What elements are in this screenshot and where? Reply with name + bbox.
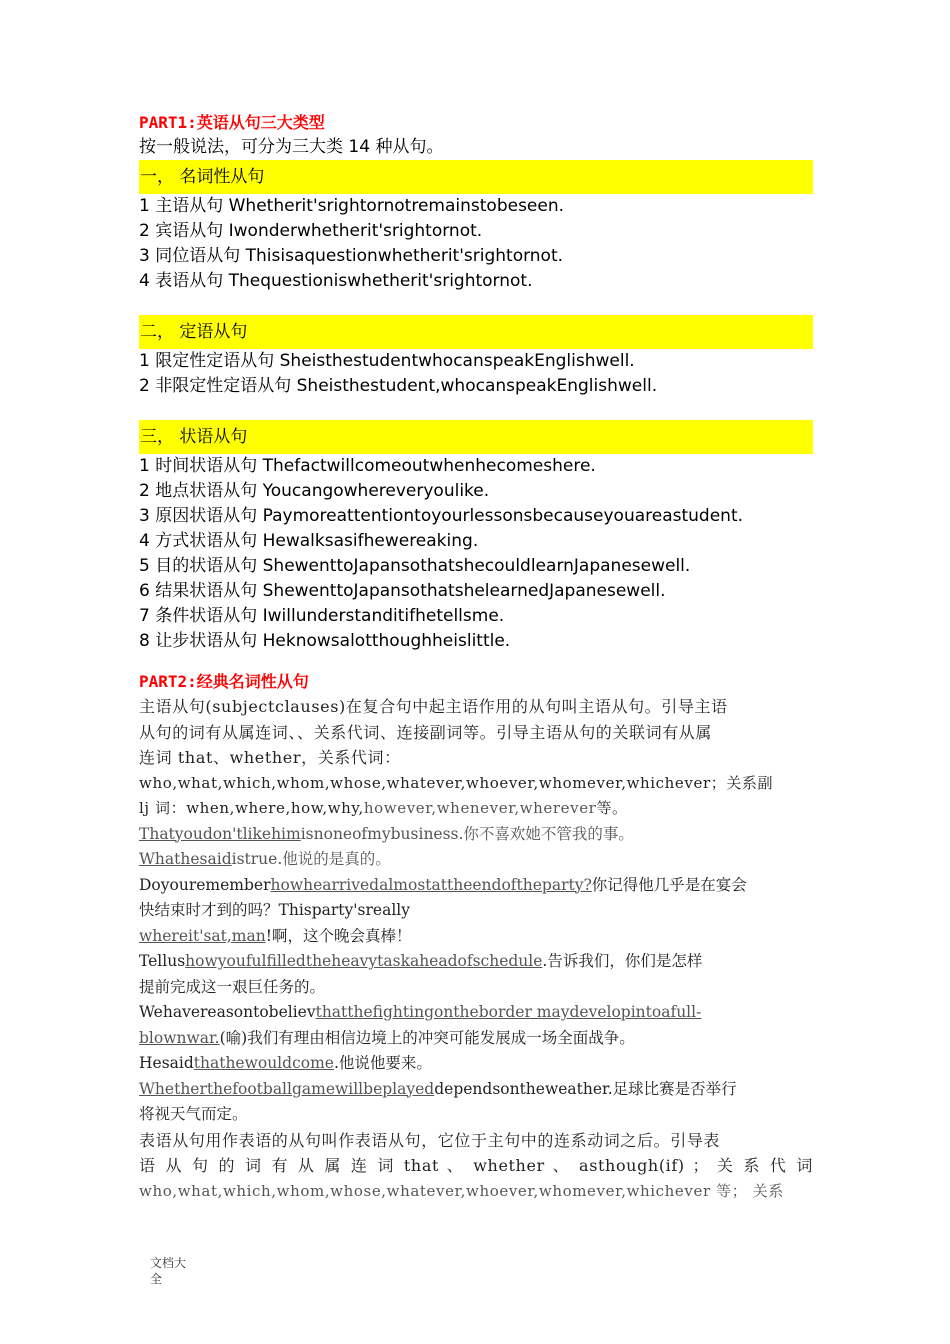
list-item: 2 地点状语从句 Youcangowhereveryoulike. [139, 481, 490, 501]
example-sentence [139, 847, 813, 873]
underlined-clause: Whathesaid [139, 850, 232, 868]
paragraph-line: 从句的词有从属连词、、关系代词、连接副词等。引导主语从句的关联词有从属 [139, 722, 713, 742]
underlined-clause: whereit'sat,man [139, 926, 266, 945]
noun-clause-heading: 一， 名词性从句 [139, 160, 813, 194]
list-item: 5 目的状语从句 ShewenttoJapansothatshecouldlearnJapanesewell. [139, 556, 691, 576]
part2-title: PART2:经典名词性从句 [139, 672, 309, 691]
adverbial-clause-heading: 三， 状语从句 [139, 420, 813, 454]
paragraph-line: who,what,which,whom,whose,whatever,whoever,whomever,whichever；关系副 [139, 773, 774, 792]
text-run: 等。 [596, 799, 628, 817]
sentence-rest: .他说他要来。 [333, 1054, 432, 1072]
sentence-rest: dependsontheweather.足球比赛是否举行 [434, 1079, 737, 1098]
sentence-rest: isnoneofmybusiness.你不喜欢她不管我的事。 [300, 824, 634, 843]
sentence-lead: Wehavereasontobeliev [139, 1003, 316, 1021]
attributive-clause-list [139, 349, 813, 399]
example-sentence-continued [139, 1026, 813, 1052]
sentence-rest: !啊，这个晚会真棒！ [265, 926, 412, 945]
underlined-clause: Thatyoudon'tlikehim [139, 824, 301, 843]
list-item: 1 时间状语从句 Thefactwillcomeoutwhenhecomeshere. [139, 456, 596, 476]
sentence-lead: Hesaid [139, 1054, 194, 1072]
underlined-clause: blownwar. [139, 1028, 220, 1047]
list-item: 2 非限定性定语从句 Sheisthestudent,whocanspeakEnglishwell. [139, 376, 658, 396]
example-sentence [139, 1051, 813, 1077]
paragraph-line: 语 从 句 的 词 有 从 属 连 词 that 、 whether 、 asthough(if) ； 关 系 代 词 [139, 1156, 813, 1175]
paragraph-line: who,what,which,whom,whose,whatever,whoever,whomever,whichever 等； 关系 [139, 1181, 784, 1200]
list-item: 4 表语从句 Thequestioniswhetherit'srightornot. [139, 271, 533, 291]
underlined-clause: howyoufulfilledtheheavytaskaheadofschedule [185, 952, 543, 970]
adverbial-clause-list [139, 454, 813, 654]
part1-intro: 按一般说法，可分为三大类 14 种从句。 [139, 137, 444, 157]
example-sentence-continued: 提前完成这一艰巨任务的。 [139, 977, 326, 996]
example-sentence [139, 873, 813, 899]
text-run: however,whenever,wherever [363, 799, 597, 817]
predicative-clause-paragraph [139, 1128, 813, 1205]
underlined-clause: thathewouldcome [193, 1054, 334, 1072]
sentence-rest: (喻)我们有理由相信边境上的冲突可能发展成一场全面战争。 [219, 1028, 635, 1047]
sentence-lead: Doyouremember [139, 875, 271, 894]
list-item: 1 限定性定语从句 SheisthestudentwhocanspeakEnglishwell. [139, 351, 635, 371]
attributive-clause-heading: 二， 定语从句 [139, 315, 813, 349]
list-item: 1 主语从句 Whetherit'srightornotremainstobeseen. [139, 196, 565, 216]
list-item: 4 方式状语从句 Hewalksasifhewereaking. [139, 531, 479, 551]
example-sentence [139, 1077, 813, 1103]
example-sentence [139, 822, 813, 848]
page-footer: 文档大全 [150, 1256, 187, 1286]
spacer [139, 399, 813, 420]
example-sentence [139, 949, 813, 975]
example-sentence [139, 1000, 813, 1026]
list-item: 6 结果状语从句 ShewenttoJapansothatshelearnedJapanesewell. [139, 581, 666, 601]
sentence-rest: istrue.他说的是真的。 [231, 850, 391, 868]
underlined-clause: howhearrivedalmostattheendoftheparty? [270, 875, 592, 894]
paragraph-line: 表语从句用作表语的从句叫作表语从句，它位于主句中的连系动词之后。引导表 [139, 1130, 721, 1150]
list-item: 8 让步状语从句 Heknowsalotthoughheislittle. [139, 631, 511, 651]
paragraph-line [139, 796, 813, 822]
paragraph-line: 连词 that、whether，关系代词： [139, 748, 401, 767]
example-sentence-continued: 快结束时才到的吗？Thisparty'sreally [139, 901, 411, 919]
part1-title: PART1:英语从句三大类型 [139, 113, 325, 132]
text-run: when,where,how,why, [186, 799, 364, 817]
example-sentence [139, 924, 813, 950]
sentence-rest: .告诉我们，你们是怎样 [542, 952, 703, 970]
underlined-clause: Whetherthefootballgamewillbeplayed [139, 1079, 435, 1098]
list-item: 7 条件状语从句 Iwillunderstanditifhetellsme. [139, 606, 505, 626]
list-item: 3 原因状语从句 Paymoreattentiontoyourlessonsbecauseyouareastudent. [139, 506, 744, 526]
example-sentence-continued: 将视天气而定。 [139, 1105, 248, 1123]
sentence-lead: Tellus [139, 952, 186, 970]
text-run: lj 词： [139, 799, 187, 817]
document-body [139, 110, 813, 1204]
list-item: 3 同位语从句 Thisisaquestionwhetherit'srightornot. [139, 246, 564, 266]
spacer [139, 294, 813, 315]
paragraph-line: 主语从句(subjectclauses)在复合句中起主语作用的从句叫主语从句。引导主语 [139, 697, 728, 716]
subject-clause-paragraph [139, 694, 813, 822]
sentence-rest: 你记得他几乎是在宴会 [591, 875, 747, 894]
noun-clause-list [139, 194, 813, 294]
underlined-clause: thatthefightingontheborder maydevelopintoafull- [315, 1003, 702, 1021]
spacer [139, 654, 813, 669]
list-item: 2 宾语从句 Iwonderwhetherit'srightornot. [139, 221, 483, 241]
